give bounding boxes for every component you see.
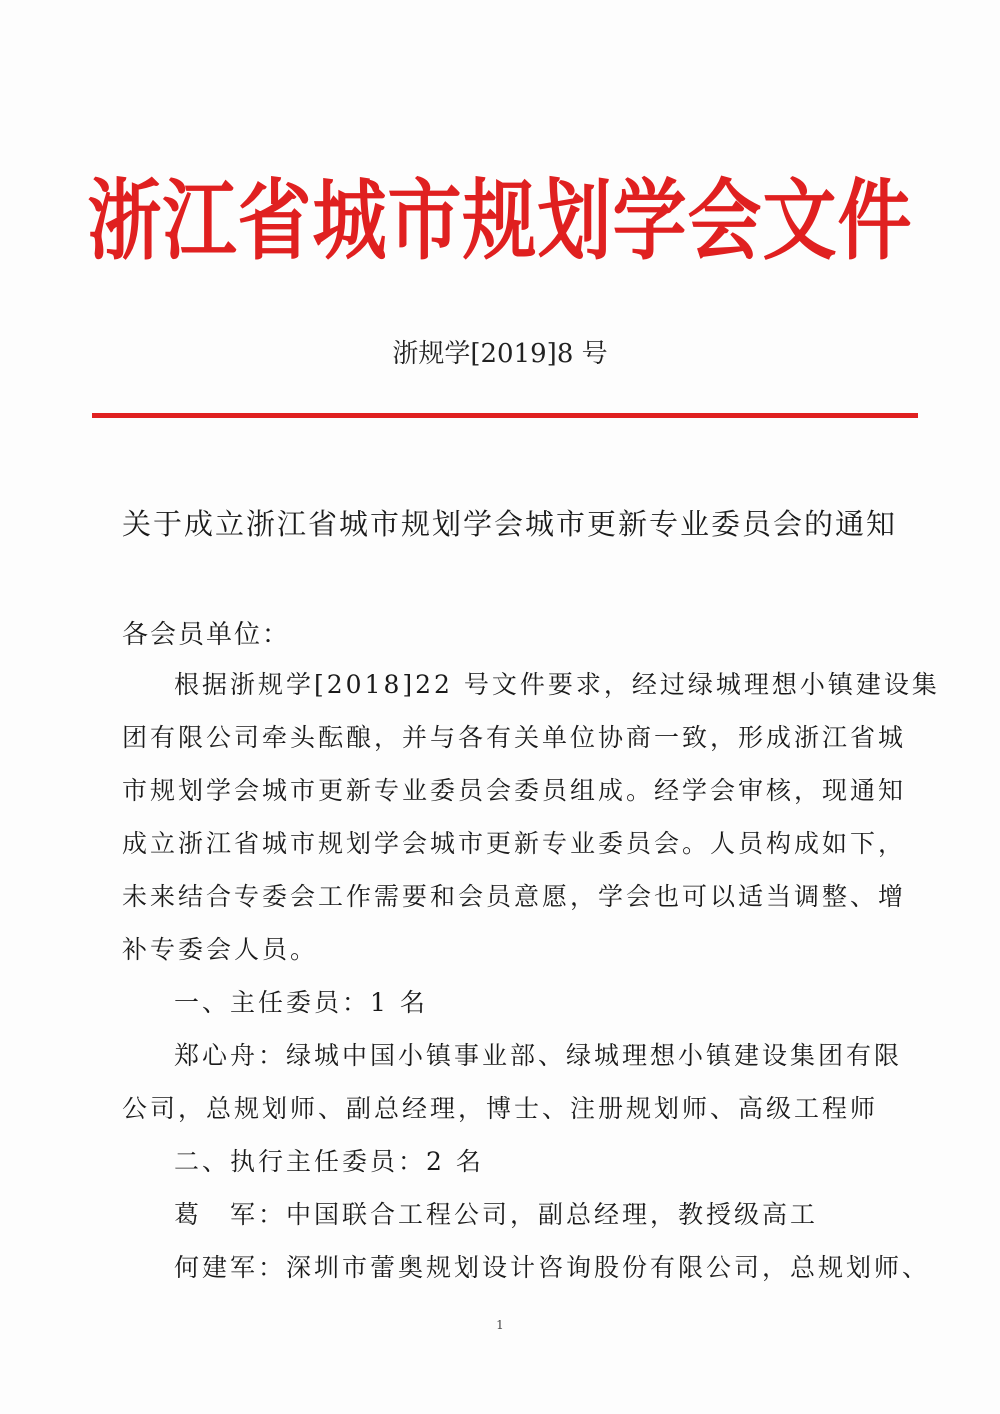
body-line: 郑心舟：绿城中国小镇事业部、绿城理想小镇建设集团有限 <box>174 1041 903 1070</box>
body-line: 团有限公司牵头酝酿，并与各有关单位协商一致，形成浙江省城 <box>122 723 907 752</box>
notice-body <box>122 658 940 1294</box>
body-line: 成立浙江省城市规划学会城市更新专业委员会。人员构成如下， <box>122 829 907 858</box>
section-heading: 二、执行主任委员：2 名 <box>174 1147 484 1176</box>
body-line: 根据浙规学[2018]22 号文件要求，经过绿城理想小镇建设集 <box>174 670 940 699</box>
body-line: 补专委会人员。 <box>122 935 319 964</box>
page-number: 1 <box>496 1318 504 1332</box>
body-line: 何建军：深圳市蕾奥规划设计咨询股份有限公司，总规划师、 <box>174 1253 931 1282</box>
body-line: 市规划学会城市更新专业委员会委员组成。经学会审核，现通知 <box>122 776 907 805</box>
body-line: 未来结合专委会工作需要和会员意愿，学会也可以适当调整、增 <box>122 882 907 911</box>
body-line: 葛 军：中国联合工程公司，副总经理，教授级高工 <box>174 1200 819 1229</box>
notice-title: 关于成立浙江省城市规划学会城市更新专业委员会的通知 <box>122 507 898 541</box>
section-heading: 一、主任委员：1 名 <box>174 988 428 1017</box>
red-divider-line <box>92 413 918 418</box>
body-line: 公司，总规划师、副总经理，博士、注册规划师、高级工程师 <box>122 1094 879 1123</box>
salutation: 各会员单位： <box>122 620 291 650</box>
document-number: 浙规学[2019]8 号 <box>392 339 608 369</box>
issuing-authority-header: 浙江省城市规划学会文件 <box>87 170 913 273</box>
